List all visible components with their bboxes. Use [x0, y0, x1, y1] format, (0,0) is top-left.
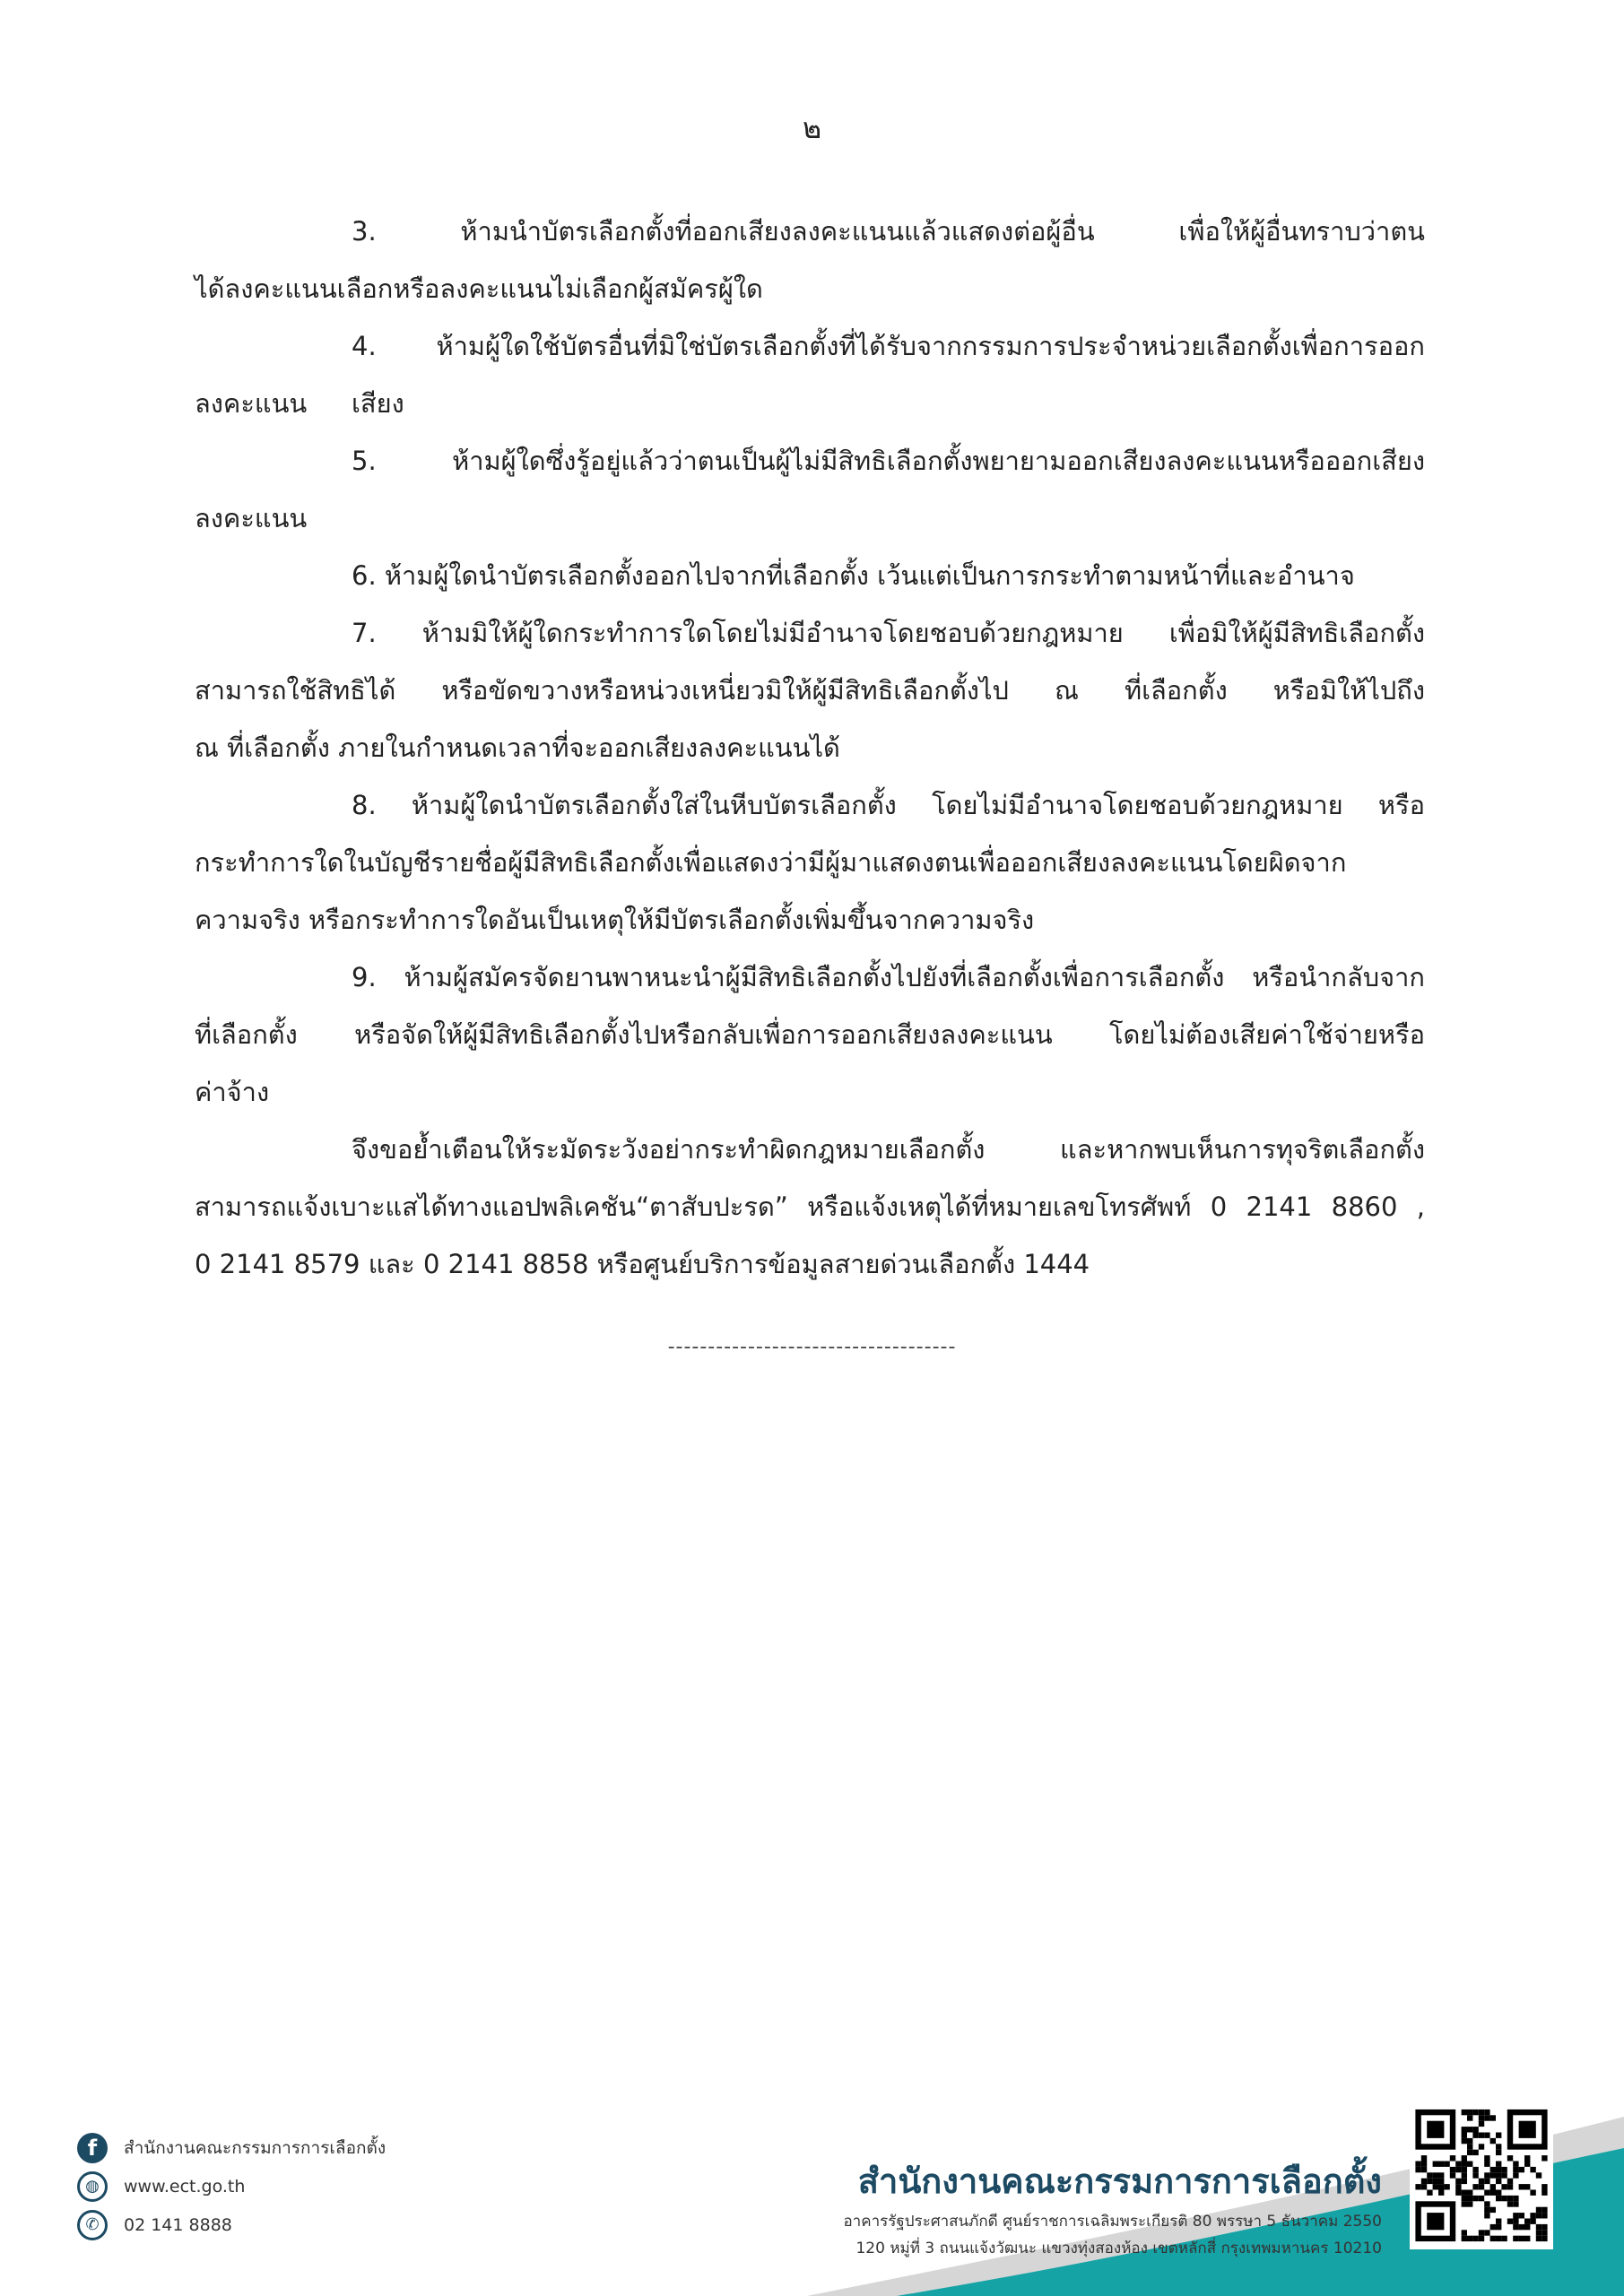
paragraph-line: 0 2141 8579 และ 0 2141 8858 หรือศูนย์บริการข้อมูลสายด่วนเลือกตั้ง 1444 — [195, 1249, 1090, 1279]
qr-code[interactable] — [1410, 2101, 1553, 2249]
paragraph-line: ณ ที่เลือกตั้ง ภายในกำหนดเวลาที่จะออกเสียงลงคะแนนได้ — [195, 732, 840, 763]
facebook-row[interactable] — [77, 2128, 386, 2167]
phone-icon: ✆ — [77, 2210, 108, 2240]
facebook-icon: f — [77, 2133, 108, 2163]
separator-text: ------------------------------------ — [667, 1336, 957, 1358]
paragraph-line: 5. ห้ามผู้ใดซึ่งรู้อยู่แล้วว่าตนเป็นผู้ไม่มีสิทธิเลือกตั้งพยายามออกเสียงลงคะแนนหรือออกเสียง — [352, 446, 1425, 476]
paragraph-line: ที่เลือกตั้ง หรือจัดให้ผู้มีสิทธิเลือกตั้งไปหรือกลับเพื่อการออกเสียงลงคะแนน โดยไม่ต้องเสียค่าใช้จ่ายหรือ — [195, 1019, 1425, 1050]
paragraph-line: ลงคะแนน — [195, 388, 308, 419]
page-number: ๒ — [802, 111, 822, 145]
paragraph-line: 6. ห้ามผู้ใดนำบัตรเลือกตั้งออกไปจากที่เลือกตั้ง เว้นแต่เป็นการกระทำตามหน้าที่และอำนาจ — [352, 560, 1355, 591]
footer-contacts — [77, 2128, 386, 2244]
paragraph-line: 4. ห้ามผู้ใดใช้บัตรอื่นที่มิใช่บัตรเลือกตั้งที่ได้รับจากกรรมการประจำหน่วยเลือกตั้งเพื่อการออกเสียง — [352, 331, 1425, 419]
paragraph-line: 3. ห้ามนำบัตรเลือกตั้งที่ออกเสียงลงคะแนนแล้วแสดงต่อผู้อื่น เพื่อให้ผู้อื่นทราบว่าตน — [352, 216, 1425, 247]
paragraph-line: สามารถใช้สิทธิได้ หรือขัดขวางหรือหน่วงเหนี่ยวมิให้ผู้มีสิทธิเลือกตั้งไป ณ ที่เลือกตั้ง หรือมิให้ไปถึง — [195, 675, 1425, 706]
phone-row — [77, 2205, 386, 2244]
address-line-1: อาคารรัฐประศาสนภักดี ศูนย์ราชการเฉลิมพระเกียรติ 80 พรรษา 5 ธันวาคม 2550 — [843, 2213, 1382, 2231]
globe-icon: ◍ — [77, 2171, 108, 2202]
address-line-2: 120 หมู่ที่ 3 ถนนแจ้งวัฒนะ แขวงทุ่งสองห้อง เขตหลักสี่ กรุงเทพมหานคร 10210 — [855, 2240, 1382, 2257]
paragraph-line: ได้ลงคะแนนเลือกหรือลงคะแนนไม่เลือกผู้สมัครผู้ใด — [195, 273, 763, 304]
org-name: สำนักงานคณะกรรมการการเลือกตั้ง — [857, 2162, 1382, 2201]
paragraph-line: สามารถแจ้งเบาะแสได้ทางแอปพลิเคชัน“ตาสับปะรด” หรือแจ้งเหตุได้ที่หมายเลขโทรศัพท์ 0 2141 8860 , — [195, 1191, 1425, 1222]
facebook-label: สำนักงานคณะกรรมการการเลือกตั้ง — [124, 2137, 386, 2158]
phone-number: 02 141 8888 — [124, 2214, 232, 2235]
paragraph-line: 8. ห้ามผู้ใดนำบัตรเลือกตั้งใส่ในหีบบัตรเลือกตั้ง โดยไม่มีอำนาจโดยชอบด้วยกฎหมาย หรือ — [352, 790, 1425, 820]
document-body — [195, 203, 1425, 1293]
paragraph-line: จึงขอย้ำเตือนให้ระมัดระวังอย่ากระทำผิดกฎหมายเลือกตั้ง และหากพบเห็นการทุจริตเลือกตั้ง — [352, 1134, 1425, 1165]
paragraph-line: ค่าจ้าง — [195, 1077, 270, 1107]
paragraph-line: 7. ห้ามมิให้ผู้ใดกระทำการใดโดยไม่มีอำนาจโดยชอบด้วยกฎหมาย เพื่อมิให้ผู้มีสิทธิเลือกตั้ง — [352, 618, 1425, 648]
paragraph-line: ลงคะแนน — [195, 503, 308, 533]
paragraph-line: 9. ห้ามผู้สมัครจัดยานพาหนะนำผู้มีสิทธิเลือกตั้งไปยังที่เลือกตั้งเพื่อการเลือกตั้ง หรือนำกลับจาก — [352, 962, 1425, 992]
website-row[interactable] — [77, 2167, 386, 2205]
org-block — [843, 2153, 1382, 2262]
paragraph-line: ความจริง หรือกระทำการใดอันเป็นเหตุให้มีบัตรเลือกตั้งเพิ่มขึ้นจากความจริง — [195, 905, 1035, 935]
paragraph-line: กระทำการใดในบัญชีรายชื่อผู้มีสิทธิเลือกตั้งเพื่อแสดงว่ามีผู้มาแสดงตนเพื่อออกเสียงลงคะแนนโดยผิดจาก — [195, 847, 1347, 878]
website-link[interactable]: www.ect.go.th — [124, 2176, 246, 2196]
